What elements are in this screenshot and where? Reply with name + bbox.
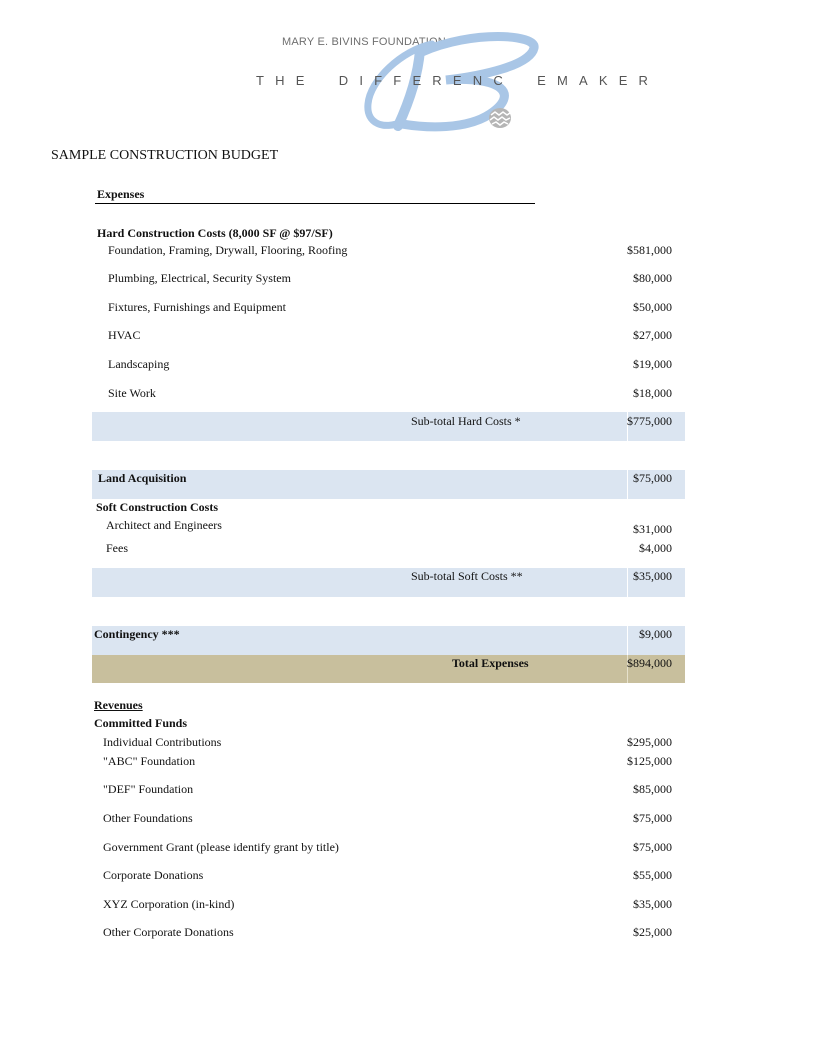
revenue-item-amount: $125,000 — [627, 754, 672, 768]
total-amount: $894,000 — [627, 656, 672, 670]
pinecone-icon — [486, 103, 514, 131]
total-label: Total Expenses — [452, 656, 529, 670]
hard-item-amount: $50,000 — [633, 300, 672, 314]
hard-item-label: Fixtures, Furnishings and Equipment — [108, 300, 286, 314]
hard-item-label: Site Work — [108, 386, 156, 400]
soft-item-amount: $4,000 — [639, 541, 672, 555]
hard-item-amount: $27,000 — [633, 328, 672, 342]
hard-item-amount: $18,000 — [633, 386, 672, 400]
revenues-heading: Revenues — [94, 698, 143, 712]
revenue-item-amount: $85,000 — [633, 782, 672, 796]
revenue-item-label: XYZ Corporation (in-kind) — [103, 897, 235, 911]
revenue-item-label: "DEF" Foundation — [103, 782, 194, 796]
revenue-item-amount: $295,000 — [627, 735, 672, 749]
land-amount: $75,000 — [633, 471, 672, 485]
committed-funds-heading: Committed Funds — [94, 716, 188, 730]
expenses-rule — [95, 203, 535, 204]
land-label: Land Acquisition — [98, 471, 187, 485]
revenue-item-amount: $55,000 — [633, 868, 672, 882]
hard-subtotal-amount: $775,000 — [627, 414, 672, 428]
revenue-item-amount: $25,000 — [633, 925, 672, 939]
revenue-item-label: Other Corporate Donations — [103, 925, 234, 939]
hard-item-label: Landscaping — [108, 357, 170, 371]
revenue-item-label: Individual Contributions — [103, 735, 222, 749]
revenue-item-label: Government Grant (please identify grant by title) — [103, 840, 339, 854]
hard-item-label: Foundation, Framing, Drywall, Flooring, Roofing — [108, 243, 348, 257]
revenue-item-amount: $35,000 — [633, 897, 672, 911]
soft-item-label: Architect and Engineers — [106, 518, 222, 532]
revenue-item-label: "ABC" Foundation — [103, 754, 196, 768]
hard-item-label: Plumbing, Electrical, Security System — [108, 271, 291, 285]
hard-item-label: HVAC — [108, 328, 141, 342]
hard-costs-heading: Hard Construction Costs (8,000 SF @ $97/SF) — [97, 226, 333, 240]
revenue-item-amount: $75,000 — [633, 840, 672, 854]
soft-costs-heading: Soft Construction Costs — [96, 500, 219, 514]
expenses-heading: Expenses — [97, 187, 145, 201]
revenue-item-label: Corporate Donations — [103, 868, 204, 882]
contingency-amount: $9,000 — [639, 627, 672, 641]
contingency-label: Contingency *** — [94, 627, 180, 641]
hard-subtotal-label: Sub-total Hard Costs * — [411, 414, 521, 428]
hard-item-amount: $19,000 — [633, 357, 672, 371]
page-title: SAMPLE CONSTRUCTION BUDGET — [51, 148, 279, 163]
revenue-item-label: Other Foundations — [103, 811, 193, 825]
hard-item-amount: $581,000 — [627, 243, 672, 257]
soft-subtotal-label: Sub-total Soft Costs ** — [411, 569, 523, 583]
foundation-name: MARY E. BIVINS FOUNDATION — [282, 36, 446, 48]
soft-subtotal-amount: $35,000 — [633, 569, 672, 583]
soft-item-amount: $31,000 — [633, 522, 672, 536]
soft-item-label: Fees — [106, 541, 128, 555]
logo-tagline: T H E D I F F E R E N C E M A K E R — [256, 73, 648, 88]
hard-item-amount: $80,000 — [633, 271, 672, 285]
revenue-item-amount: $75,000 — [633, 811, 672, 825]
